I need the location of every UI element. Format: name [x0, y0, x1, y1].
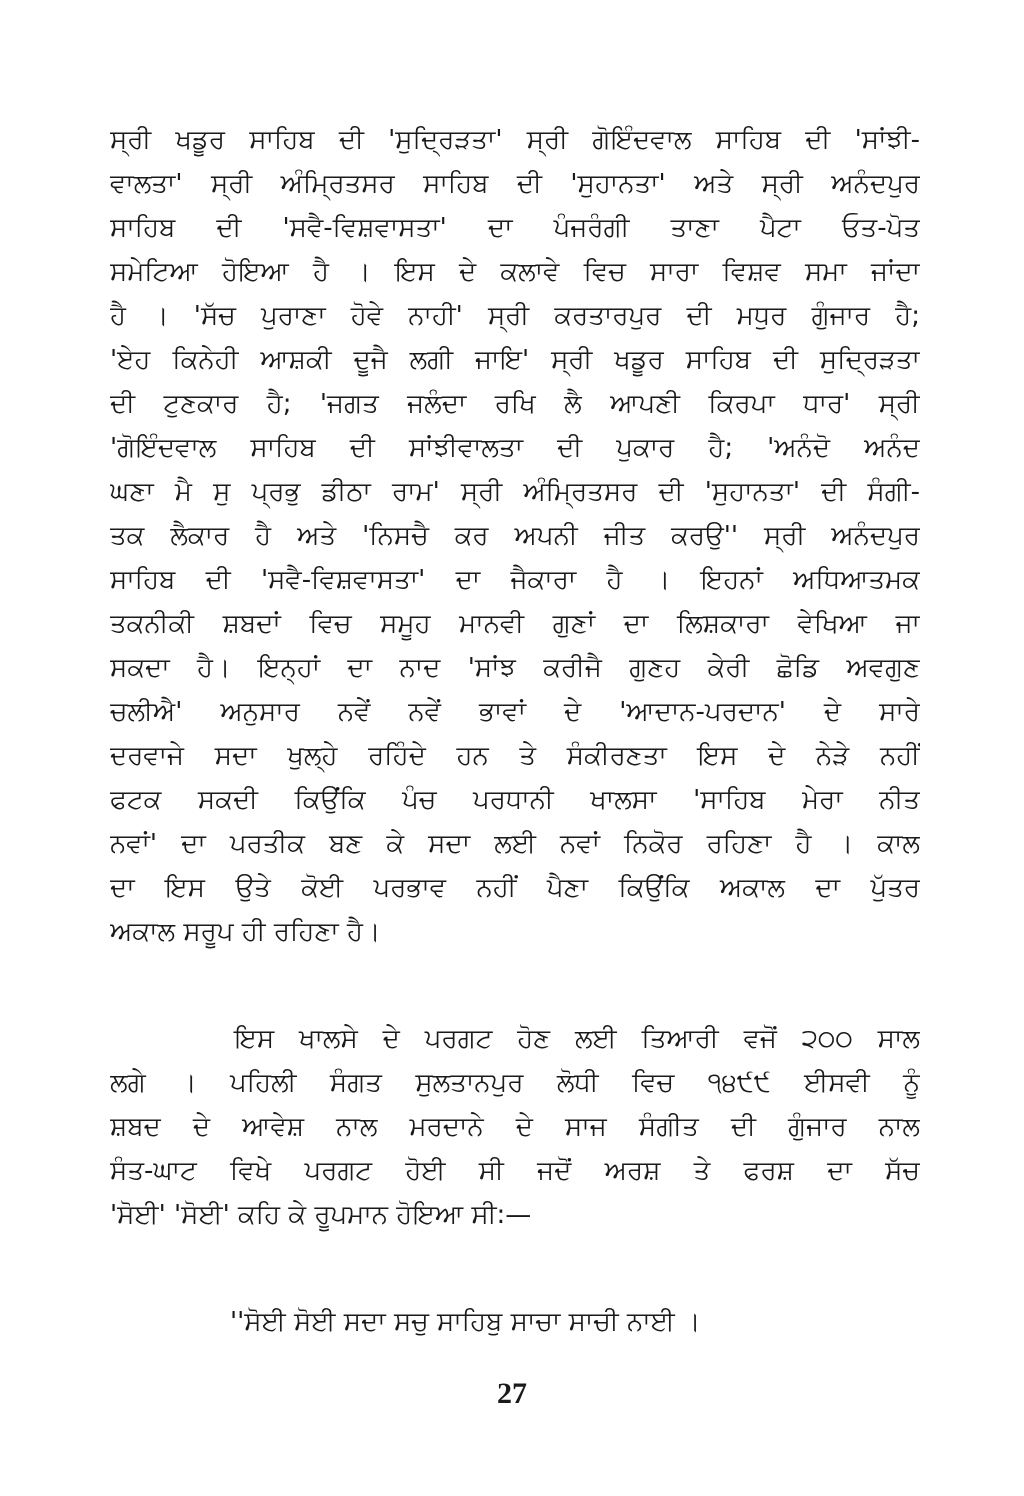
text-line: ਸਮੇਟਿਆ ਹੋਇਆ ਹੈ । ਇਸ ਦੇ ਕਲਾਵੇ ਵਿਚ ਸਾਰਾ ਵਿਸ਼ਵ ਸਮਾ ਜਾਂਦਾ [110, 257, 920, 287]
text-line: ਅਕਾਲ ਸਰੂਪ ਹੀ ਰਹਿਣਾ ਹੈ। [110, 917, 381, 947]
text-line: ਸਾਹਿਬ ਦੀ 'ਸਵੈ-ਵਿਸ਼ਵਾਸਤਾ' ਦਾ ਜੈਕਾਰਾ ਹੈ । ਇਹਨਾਂ ਅਧਿਆਤਮਕ [110, 565, 920, 595]
text-line: ਹੈ । 'ਸੱਚ ਪੁਰਾਣਾ ਹੋਵੇ ਨਾਹੀ' ਸ੍ਰੀ ਕਰਤਾਰਪੁਰ ਦੀ ਮਧੁਰ ਗੁੰਜਾਰ ਹੈ; [110, 301, 920, 331]
text-line: ਚਲੀਐ' ਅਨੁਸਾਰ ਨਵੇਂ ਨਵੇਂ ਭਾਵਾਂ ਦੇ 'ਆਦਾਨ-ਪਰਦਾਨ' ਦੇ ਸਾਰੇ [110, 697, 920, 727]
text-line: ਘਣਾ ਮੈ ਸੁ ਪ੍ਰਭੁ ਡੀਠਾ ਰਾਮ' ਸ੍ਰੀ ਅੰਮ੍ਰਿਤਸਰ ਦੀ 'ਸੁਹਾਨਤਾ' ਦੀ ਸੰਗੀ- [110, 477, 920, 507]
text-line: ਫਟਕ ਸਕਦੀ ਕਿਉਂਕਿ ਪੰਚ ਪਰਧਾਨੀ ਖਾਲਸਾ 'ਸਾਹਿਬ ਮੇਰਾ ਨੀਤ [110, 785, 920, 815]
text-line: ਸੰਤ-ਘਾਟ ਵਿਖੇ ਪਰਗਟ ਹੋਈ ਸੀ ਜਦੋਂ ਅਰਸ਼ ਤੇ ਫਰਸ਼ ਦਾ ਸੱਚ [110, 1156, 920, 1186]
quoted-verse: ''ਸੋਈ ਸੋਈ ਸਦਾ ਸਚੁ ਸਾਹਿਬੁ ਸਾਚਾ ਸਾਚੀ ਨਾਈ । [230, 1307, 701, 1337]
text-line: ਵਾਲਤਾ' ਸ੍ਰੀ ਅੰਮ੍ਰਿਤਸਰ ਸਾਹਿਬ ਦੀ 'ਸੁਹਾਨਤਾ' ਅਤੇ ਸ੍ਰੀ ਅਨੰਦਪੁਰ [110, 169, 920, 199]
paragraph-2 [110, 1017, 920, 1237]
text-line: 'ਗੋਇੰਦਵਾਲ ਸਾਹਿਬ ਦੀ ਸਾਂਝੀਵਾਲਤਾ ਦੀ ਪੁਕਾਰ ਹੈ; 'ਅਨੰਦੋ ਅਨੰਦ [110, 433, 920, 463]
text-line: ਇਸ ਖਾਲਸੇ ਦੇ ਪਰਗਟ ਹੋਣ ਲਈ ਤਿਆਰੀ ਵਜੋਂ ੨੦੦ ਸਾਲ [110, 1024, 920, 1054]
text-line: ਦਰਵਾਜੇ ਸਦਾ ਖੁਲ੍ਹੇ ਰਹਿੰਦੇ ਹਨ ਤੇ ਸੰਕੀਰਣਤਾ ਇਸ ਦੇ ਨੇੜੇ ਨਹੀਂ [110, 741, 920, 771]
page-number: 27 [497, 1377, 527, 1410]
text-line: ਸ਼ਬਦ ਦੇ ਆਵੇਸ਼ ਨਾਲ ਮਰਦਾਨੇ ਦੇ ਸਾਜ ਸੰਗੀਤ ਦੀ ਗੁੰਜਾਰ ਨਾਲ [110, 1112, 920, 1142]
text-line: ਸਕਦਾ ਹੈ। ਇਨ੍ਹਾਂ ਦਾ ਨਾਦ 'ਸਾਂਝ ਕਰੀਜੈ ਗੁਣਹ ਕੇਰੀ ਛੋਡਿ ਅਵਗੁਣ [110, 653, 920, 683]
text-line: ਨਵਾਂ' ਦਾ ਪਰਤੀਕ ਬਣ ਕੇ ਸਦਾ ਲਈ ਨਵਾਂ ਨਿਕੋਰ ਰਹਿਣਾ ਹੈ । ਕਾਲ [110, 829, 920, 859]
paragraph-1 [110, 118, 920, 954]
text-line: ਸ੍ਰੀ ਖਡੂਰ ਸਾਹਿਬ ਦੀ 'ਸੁਦ੍ਰਿੜਤਾ' ਸ੍ਰੀ ਗੋਇੰਦਵਾਲ ਸਾਹਿਬ ਦੀ 'ਸਾਂਝੀ- [110, 125, 920, 155]
text-line: ਦੀ ਟੁਣਕਾਰ ਹੈ; 'ਜਗਤ ਜਲੰਦਾ ਰਖਿ ਲੈ ਆਪਣੀ ਕਿਰਪਾ ਧਾਰ' ਸ੍ਰੀ [110, 389, 920, 419]
text-line: ਤਕ ਲੈਕਾਰ ਹੈ ਅਤੇ 'ਨਿਸਚੈ ਕਰ ਅਪਨੀ ਜੀਤ ਕਰਉ'' ਸ੍ਰੀ ਅਨੰਦਪੁਰ [110, 521, 920, 551]
text-line: ਲਗੇ । ਪਹਿਲੀ ਸੰਗਤ ਸੁਲਤਾਨਪੁਰ ਲੋਧੀ ਵਿਚ ੧੪੯੯ ਈਸਵੀ ਨੂੰ [110, 1068, 920, 1098]
text-line: 'ਸੋਈ' 'ਸੋਈ' ਕਹਿ ਕੇ ਰੂਪਮਾਨ ਹੋਇਆ ਸੀ:— [110, 1200, 532, 1230]
text-line: ਦਾ ਇਸ ਉਤੇ ਕੋਈ ਪਰਭਾਵ ਨਹੀਂ ਪੈਣਾ ਕਿਉਂਕਿ ਅਕਾਲ ਦਾ ਪੁੱਤਰ [110, 873, 920, 903]
text-line: 'ਏਹ ਕਿਨੇਹੀ ਆਸ਼ਕੀ ਦੂਜੈ ਲਗੀ ਜਾਇ' ਸ੍ਰੀ ਖਡੂਰ ਸਾਹਿਬ ਦੀ ਸੁਦ੍ਰਿੜਤਾ [110, 345, 920, 375]
text-line: ਤਕਨੀਕੀ ਸ਼ਬਦਾਂ ਵਿਚ ਸਮੂਹ ਮਾਨਵੀ ਗੁਣਾਂ ਦਾ ਲਿਸ਼ਕਾਰਾ ਵੇਖਿਆ ਜਾ [110, 609, 920, 639]
text-line: ਸਾਹਿਬ ਦੀ 'ਸਵੈ-ਵਿਸ਼ਵਾਸਤਾ' ਦਾ ਪੰਜਰੰਗੀ ਤਾਣਾ ਪੈਟਾ ਓਤ-ਪੋਤ [110, 213, 920, 243]
